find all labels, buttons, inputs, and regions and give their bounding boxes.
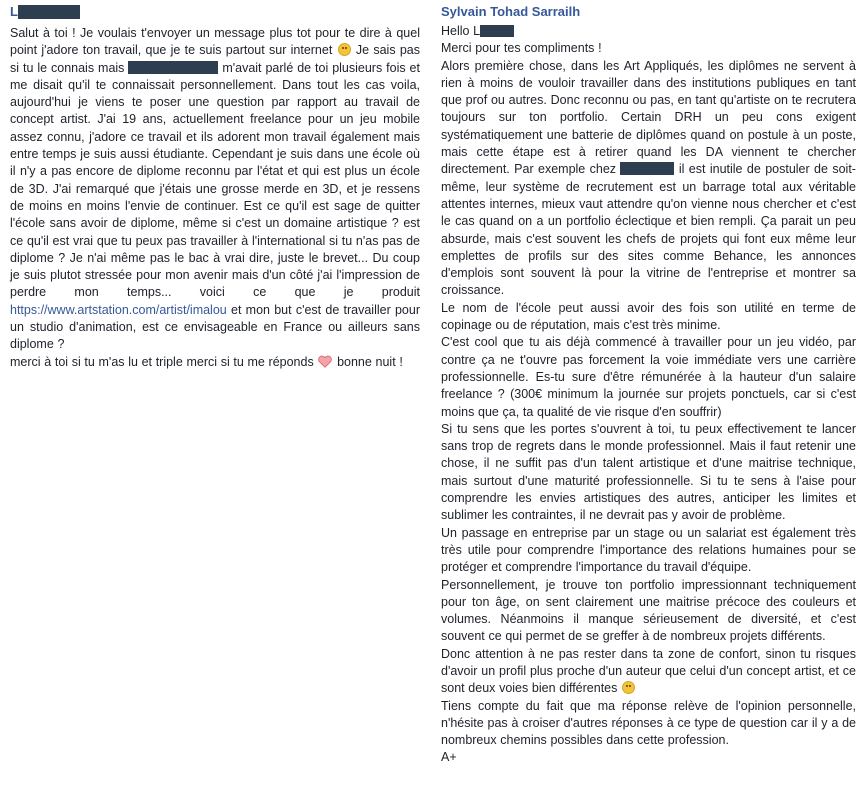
redacted-name (18, 5, 80, 19)
slightly-smiling-emoji-icon (622, 681, 635, 694)
reply-line: Tiens compte du fait que ma réponse relève de l'opinion personnelle, n'hésite pas à croiser d'autres réponses à ce type de question car il y a de nombreux chemins possibles dans cette profession. (441, 698, 856, 748)
reply-greeting: Hello L (441, 23, 856, 40)
reply-line: Si tu sens que les portes s'ouvrent à toi, tu peux effectivement te lancer sans trop de regrets dans le monde professionnel. Mais il faut retenir une chose, il ne suffit pas d'un talent artistique et d'une maitrise technique, mais surtout d'une maturité professionnelle. Si tu te sens à l'aise pour comprendre les envies artistiques des autres, anticiper les limites et sublimer les contraintes, il ne devrait pas y avoir de problème. (441, 421, 856, 523)
heart-icon (318, 355, 332, 368)
right-comment (430, 0, 866, 798)
left-comment-author[interactable]: L (10, 3, 420, 21)
reply-line: Le nom de l'école peut aussi avoir des fois son utilité en terme de copinage ou de réputation, mais c'est très minime. (441, 300, 856, 333)
right-comment-body (441, 23, 856, 767)
right-comment-author[interactable]: Sylvain Tohad Sarrailh (441, 4, 581, 19)
left-comment-body (10, 25, 420, 371)
redacted-name (128, 61, 218, 74)
reply-line: C'est cool que tu ais déjà commencé à travailler pour un jeu vidéo, par contre ça ne t'ouvre pas forcement la voie immédiate vers une carrière professionnelle. Es-tu sure d'être rémunérée à la hauteur d'un salaire freelance ? (300€ minimum la journée sur projets ponctuels, car si c'est moins que ça, ta qualité de vie risque d'en souffrir) (441, 335, 856, 419)
slightly-smiling-emoji-icon (338, 43, 351, 56)
artstation-link[interactable]: https://www.artstation.com/artist/imalou (10, 302, 227, 317)
left-comment-closing: merci à toi si tu m'as lu et triple merci si tu me réponds bonne nuit ! (10, 354, 403, 369)
reply-line: Merci pour tes compliments ! (441, 41, 602, 56)
reply-line: Un passage en entreprise par un stage ou un salariat est également très très utile pour comprendre l'importance des relations humaines pour se protéger et comprendre l'importance du travail d'équipe. (441, 525, 856, 575)
reply-line: Personnellement, je trouve ton portfolio impressionnant techniquement pour ton âge, on sent clairement une maitrise précoce des couleurs et volumes. Néanmoins il manque sérieusement de diversité, et c'est souvent ce qui permet de se greffer à de nombreux projets différents. (441, 577, 856, 644)
left-comment-paragraph: Salut à toi ! Je voulais t'envoyer un message plus tot pour te dire à quel point j'adore ton travail, que je te suis partout sur internet Je sais pas si tu le connais mais m'avait parlé de toi plusieurs fois et me disait qu'il te connaissait personnellement. Dans tout les cas voila, aujourd'hui je viens te poser une question par rapport au travail de concept artist. J'ai 19 ans, actuellement freelance pour un jeu mobile assez connu, j'adore ce travail et ils adorent mon travail également mais entre temps je suis aussi étudiante. Cependant je suis dans une école où il n'y a pas encore de diplome reconnu par l'état et qui est plus un école de 3D. J'ai remarqué que j'étais une grosse merde en 3D, et je ressens de moins en moins l'envie de continuer. Est ce qu'il est sage de quitter l'école sans avoir de diplome, même si c'est un domaine artistique ? est ce qu'il est vrai que tu peux pas travailler à l'international si tu n'as pas de diplome ? Je n'ai même pas le bac à vrai dire, juste le brevet... Du coup je suis plutot stressée pour mon avenir mais d'un côté j'ai l'impression de perdre mon temps... voici ce que je produit https://www.artstation.com/artist/imalou et mon but c'est de travailler pour un studio d'animation, est ce envisageable en France ou ailleurs sans diplome ? (10, 26, 420, 352)
reply-line: Donc attention à ne pas rester dans ta zone de confort, sinon tu risques d'avoir un profil plus proche d'un auteur que celui d'un concept artist, et ce sont deux voies bien différentes (441, 646, 856, 696)
left-comment (0, 0, 430, 798)
reply-line: Alors première chose, dans les Art Appliqués, les diplômes ne servent à rien à moins de vouloir travailler dans des institutions publiques en tant que prof ou autres. Donc reconnu ou pas, en tant qu'artiste on te recrutera toujours sur ton portfolio. Certain DRH un peu cons exigent systématiquement une batterie de diplômes quand on postule à un poste, mais cette étape est à retirer quand les DA viennent te chercher directement. Par exemple chez il est inutile de postuler de soit-même, leur système de recrutement est un barrage total aux véritable attentes internes, mieux vaut attendre qu'on vienne nous chercher et c'est le cas quand on a un portfolio éclectique et bien rempli. Ça parait un peu absurde, mais c'est souvent les chefs de projets qui font eux même leur emplettes de profils sur des sites comme Behance, les annonces d'emplois sont souvent là pour la vitrine de l'entreprise et montrer sa croissance. (441, 58, 856, 298)
redacted-company (620, 162, 674, 175)
redacted-name (480, 25, 514, 37)
reply-signoff: A+ (441, 750, 457, 765)
